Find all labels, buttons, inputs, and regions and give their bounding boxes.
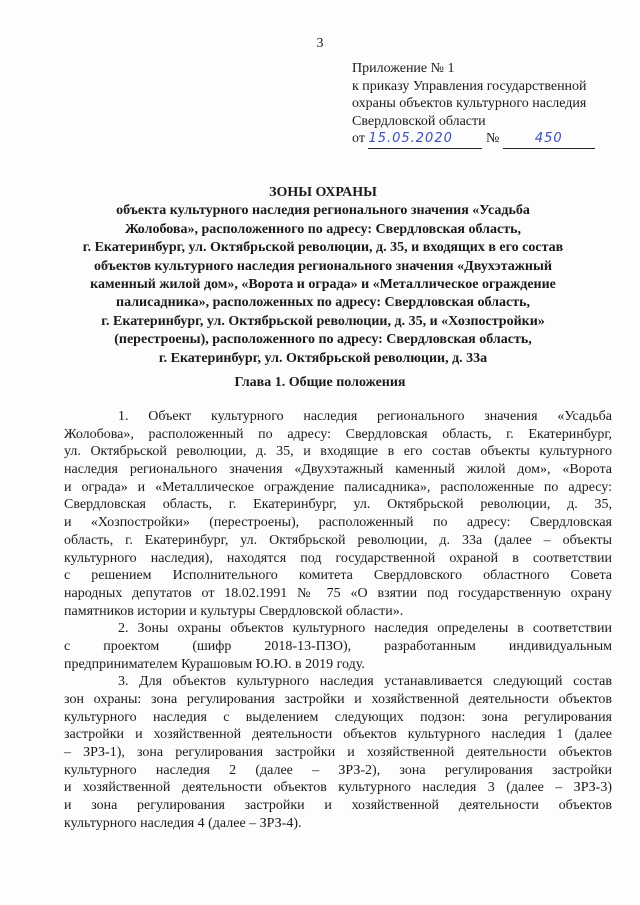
date-prefix: от <box>352 131 365 146</box>
body-line: область, г. Екатеринбург, ул. Октябрьской революции, д. 33а (далее – объекты <box>64 532 612 548</box>
body-line: культурного наследия с выделением следующих подзон: зона регулирования <box>64 709 612 725</box>
body-line: 3. Для объектов культурного наследия устанавливается следующий состав <box>118 674 612 690</box>
date-handwritten: 15.05.2020 <box>368 131 453 146</box>
body-line: культурного наследия 4 (далее – ЗРЗ-4). <box>64 815 302 831</box>
body-line: – ЗРЗ-1), зона регулирования застройки и хозяйственной деятельности объектов <box>64 745 612 761</box>
title-line: объекта культурного наследия регионального значения «Усадьба <box>116 203 530 219</box>
title-line: г. Екатеринбург, ул. Октябрьской революции, д. 33а <box>158 350 488 366</box>
body-line: и ограда» и «Металлическое ограждение палисадника», расположенные по адресу: <box>64 479 612 495</box>
title-line: г. Екатеринбург, ул. Октябрьской революции, д. 35, и входящих в его состав <box>82 240 564 256</box>
number-field <box>503 130 595 149</box>
body-line: 2. Зоны охраны объектов культурного наследия определены в соответствии <box>118 621 612 637</box>
body-line: предпринимателем Курашовым Ю.Ю. в 2019 году. <box>64 656 365 672</box>
body-line: культурного наследия 2 (далее – ЗРЗ-2), зона регулирования застройки <box>64 762 612 778</box>
appendix-block <box>352 60 632 149</box>
appendix-line-2: к приказу Управления государственной <box>352 78 587 94</box>
body-line: памятников истории и культуры Свердловской области». <box>64 603 404 619</box>
body-text <box>64 408 612 833</box>
appendix-line-3: охраны объектов культурного наследия <box>352 96 587 111</box>
document-title <box>40 184 606 368</box>
body-line: с решением Исполнительного комитета Свердловского областного Совета <box>64 568 612 584</box>
body-line: и зона регулирования застройки и хозяйственной деятельности объектов <box>64 798 612 814</box>
title-line: Жолобова», расположенного по адресу: Свердловская область, <box>125 221 521 237</box>
body-line: и «Хозпостройки» (перестроены), расположенный по адресу: Свердловская <box>64 515 612 531</box>
body-line: 1. Объект культурного наследия регионального значения «Усадьба <box>118 409 612 424</box>
body-line: ул. Октябрьской революции, д. 35, и входящие в его состав объекты культурного <box>64 444 612 460</box>
title-line: каменный жилой дом», «Ворота и ограда» и «Металлическое ограждение <box>90 277 556 293</box>
appendix-date-line <box>352 130 632 149</box>
body-line: Жолобова», расположенный по адресу: Свердловская область, г. Екатеринбург, <box>64 426 612 442</box>
number-prefix: № <box>485 131 500 146</box>
chapter-heading: Глава 1. Общие положения <box>234 375 406 390</box>
body-line: народных депутатов от 18.02.1991 № 75 «О взятии под государственную охрану <box>64 585 612 601</box>
title-line: ЗОНЫ ОХРАНЫ <box>269 185 377 200</box>
body-line: застройки и хозяйственной деятельности объектов культурного наследия 1 (далее <box>64 727 612 743</box>
appendix-line-1: Приложение № 1 <box>352 61 455 76</box>
page-number: 3 <box>316 36 324 51</box>
body-line: культурного наследия), находятся под государственной охраной в соответствии <box>64 550 612 566</box>
title-line: г. Екатеринбург, ул. Октябрьской революции, д. 35, и «Хозпостройки» <box>101 313 545 329</box>
date-field <box>368 130 482 149</box>
title-line: палисадника», расположенных по адресу: Свердловская область, <box>116 295 530 311</box>
appendix-line-4: Свердловской области <box>352 113 486 129</box>
body-line: наследия регионального значения «Двухэтажный каменный жилой дом», «Ворота <box>64 462 612 478</box>
body-line: зон охраны: зона регулирования застройки и хозяйственной деятельности объектов <box>64 692 612 707</box>
title-line: (перестроены), расположенного по адресу: Свердловская область, <box>114 332 532 348</box>
title-line: объектов культурного наследия регионального значения «Двухэтажный <box>94 258 552 274</box>
body-line: и хозяйственной деятельности объектов культурного наследия 3 (далее – ЗРЗ-3) <box>64 780 612 796</box>
number-handwritten: 450 <box>534 131 563 146</box>
body-line: с проектом (шифр 2018-13-ПЗО), разработанным индивидуальным <box>64 638 612 654</box>
body-line: Свердловская область, г. Екатеринбург, ул. Октябрьской революции, д. 35, <box>64 497 612 513</box>
